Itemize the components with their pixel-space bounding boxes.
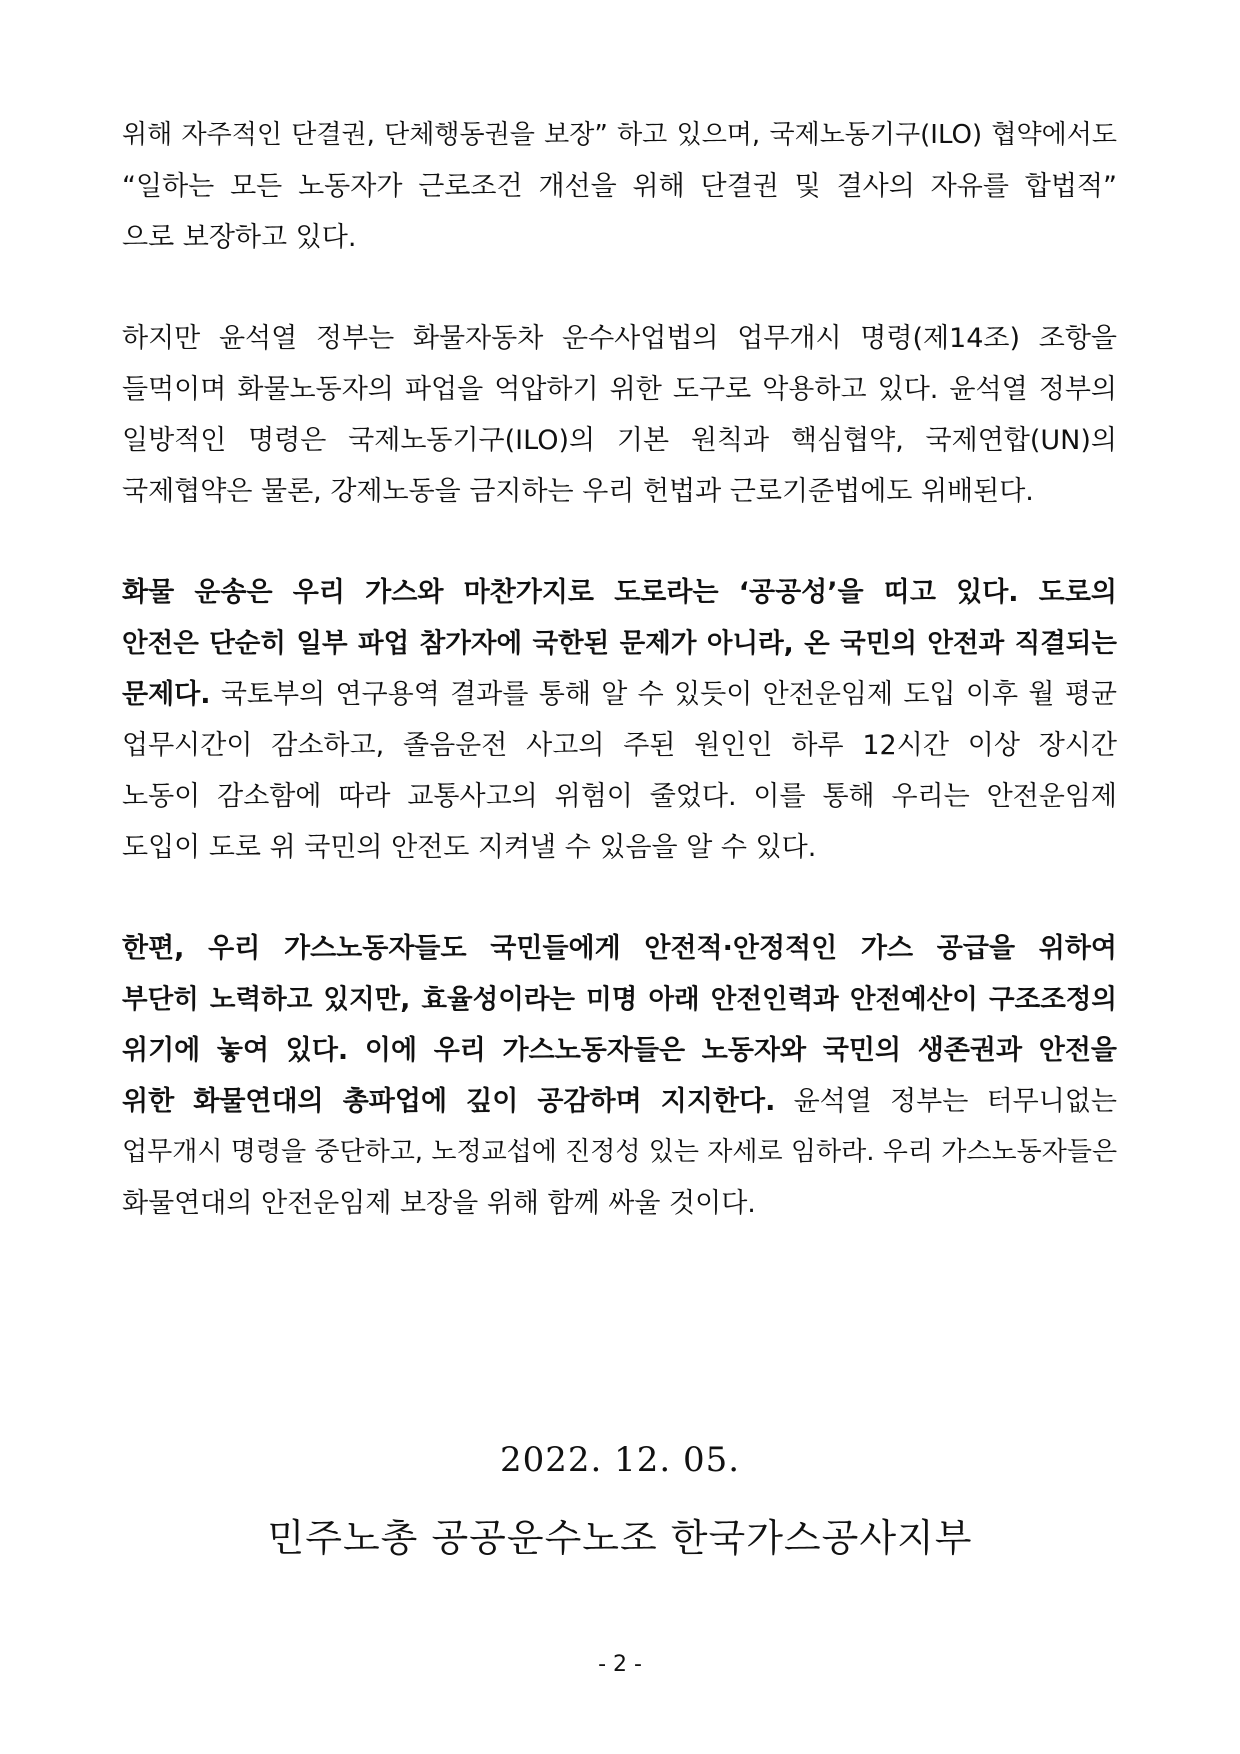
- text-line: [122, 974, 1117, 1025]
- text-segment: 노동이 감소함에 따라 교통사고의 위험이 줄었다. 이를 통해 우리는 안전운임제: [122, 781, 1117, 812]
- bold-text-segment: 위기에 놓여 있다. 이에 우리 가스노동자들은 노동자와 국민의 생존권과 안전을: [122, 1035, 1117, 1066]
- text-line: [122, 161, 1117, 212]
- paragraph: [122, 110, 1117, 263]
- paragraph: [122, 313, 1117, 517]
- statement-body: [122, 110, 1117, 1279]
- text-segment: 업무시간이 감소하고, 졸음운전 사고의 주된 원인인 하루 12시간 이상 장시간: [122, 730, 1117, 761]
- text-line: [122, 110, 1117, 161]
- text-line: [122, 415, 1117, 466]
- text-segment: 국제협약은 물론, 강제노동을 금지하는 우리 헌법과 근로기준법에도 위배된다.: [122, 476, 1034, 507]
- text-line: [122, 1076, 1117, 1127]
- bold-text-segment: 문제다.: [122, 679, 211, 710]
- text-line: [122, 618, 1117, 669]
- paragraph: [122, 923, 1117, 1229]
- text-line: [122, 720, 1117, 771]
- text-segment: 일방적인 명령은 국제노동기구(ILO)의 기본 원칙과 핵심협약, 국제연합(UN)의: [122, 425, 1117, 456]
- text-line: [122, 771, 1117, 822]
- text-line: [122, 1127, 1117, 1178]
- bold-text-segment: 안전은 단순히 일부 파업 참가자에 국한된 문제가 아니라, 온 국민의 안전과 직결되는: [122, 628, 1117, 659]
- paragraph: [122, 567, 1117, 873]
- text-segment: 하지만 윤석열 정부는 화물자동차 운수사업법의 업무개시 명령(제14조) 조항을: [122, 323, 1117, 354]
- text-segment: 업무개시 명령을 중단하고, 노정교섭에 진정성 있는 자세로 임하라. 우리 가스노동자들은: [122, 1137, 1118, 1167]
- text-line: [122, 212, 1117, 263]
- text-segment: 위해 자주적인 단결권, 단체행동권을 보장” 하고 있으며, 국제노동기구(ILO) 협약에서도: [122, 120, 1117, 150]
- text-line: [122, 669, 1117, 720]
- text-segment: “일하는 모든 노동자가 근로조건 개선을 위해 단결권 및 결사의 자유를 합법적”: [122, 171, 1117, 202]
- text-segment: 도입이 도로 위 국민의 안전도 지켜낼 수 있음을 알 수 있다.: [122, 832, 817, 863]
- bold-text-segment: 부단히 노력하고 있지만, 효율성이라는 미명 아래 안전인력과 안전예산이 구조조정의: [122, 984, 1117, 1015]
- text-line: [122, 1178, 1117, 1229]
- text-line: [122, 313, 1117, 364]
- bold-text-segment: 화물 운송은 우리 가스와 마찬가지로 도로라는 ‘공공성’을 띠고 있다. 도로의: [122, 577, 1117, 608]
- text-line: [122, 1025, 1117, 1076]
- statement-date: 2022. 12. 05.: [499, 1440, 741, 1480]
- text-segment: 들먹이며 화물노동자의 파업을 억압하기 위한 도구로 악용하고 있다. 윤석열 정부의: [122, 374, 1117, 405]
- text-segment: 윤석열 정부는 터무니없는: [775, 1086, 1117, 1117]
- bold-text-segment: 한편, 우리 가스노동자들도 국민들에게 안전적·안정적인 가스 공급을 위하여: [122, 933, 1117, 964]
- page-number: - 2 -: [598, 1652, 642, 1677]
- text-line: [122, 923, 1117, 974]
- text-line: [122, 567, 1117, 618]
- text-line: [122, 364, 1117, 415]
- text-line: [122, 822, 1117, 873]
- text-segment: 국토부의 연구용역 결과를 통해 알 수 있듯이 안전운임제 도입 이후 월 평균: [210, 679, 1117, 710]
- bold-text-segment: 위한 화물연대의 총파업에 깊이 공감하며 지지한다.: [122, 1086, 776, 1117]
- text-line: [122, 466, 1117, 517]
- text-segment: 으로 보장하고 있다.: [122, 222, 357, 253]
- issuing-organization: 민주노총 공공운수노조 한국가스공사지부: [267, 1516, 973, 1560]
- text-segment: 화물연대의 안전운임제 보장을 위해 함께 싸울 것이다.: [122, 1188, 756, 1219]
